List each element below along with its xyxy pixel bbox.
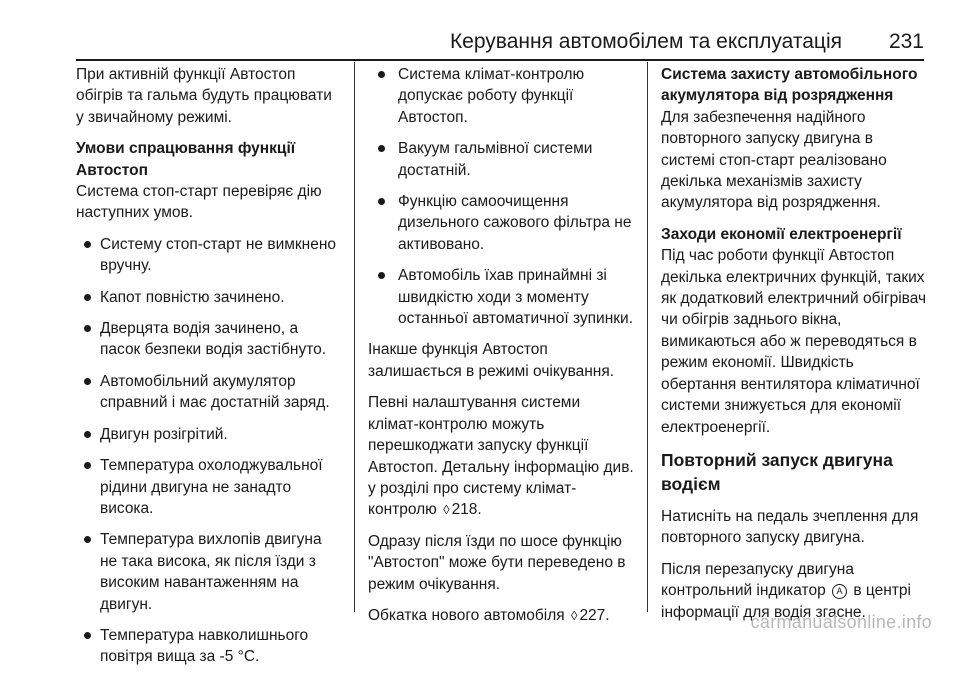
- indicator-text-before: Після перезапуску двигуна контрольний індикатор: [661, 560, 854, 600]
- list-item: Автомобіль їхав принаймні зі швидкістю ходи з моменту останньої автоматичної зупинки.: [368, 265, 634, 329]
- reference-arrow-icon: ◊: [443, 502, 450, 518]
- list-item: Система клімат-контролю допускає роботу функції Автостоп.: [368, 64, 634, 128]
- restart-heading: Повторний запуск двигуна водієм: [661, 449, 893, 494]
- break-in-text: Обкатка нового автомобіля: [368, 606, 565, 624]
- conditions-lead: Система стоп-старт перевіряє дію наступних умов.: [76, 183, 322, 222]
- conditions-list: [76, 234, 342, 668]
- column-left: [76, 64, 342, 678]
- list-item: Систему стоп-старт не вимкнено вручну.: [76, 234, 342, 277]
- indicator-text-after: в центрі інформації для водія згасне.: [661, 582, 911, 621]
- autostop-indicator-icon: A: [832, 584, 847, 599]
- climate-paragraph: [368, 392, 634, 520]
- page-header: [76, 28, 924, 56]
- watermark: carmanualsonline.info: [750, 612, 932, 632]
- list-item: Капот повністю зачинено.: [76, 287, 342, 308]
- page-reference-link[interactable]: 227.: [579, 606, 610, 624]
- column-divider: [647, 62, 648, 612]
- conditions-heading: Умови спрацювання функції Автостоп: [76, 140, 296, 179]
- list-item: Вакуум гальмівної системи достатній.: [368, 138, 634, 181]
- energy-saving-paragraph: Під час роботи функції Автостоп декілька електричних функцій, таких як додатковий електричний обігрівач чи обігрів заднього вікна, вимикаються або ж переводяться в режим економії. Швидкість обертання вентилятора кліматичної системи знижується для економії електроенергії.: [661, 247, 927, 436]
- list-item: Температура охолоджувальної рідини двигуна не занадто висока.: [76, 455, 342, 519]
- restart-paragraph: Натисніть на педаль зчеплення для повторного запуску двигуна.: [661, 507, 919, 547]
- list-item: Функцію самоочищення дизельного сажового фільтра не активовано.: [368, 191, 634, 255]
- list-item: Дверцята водія зачинено, а пасок безпеки водія застібнуто.: [76, 318, 342, 361]
- energy-saving-heading: Заходи економії електроенергії: [661, 225, 902, 243]
- battery-protection-heading: Система захисту автомобільного акумулятора від розрядження: [661, 66, 918, 105]
- battery-protection-paragraph: Для забезпечення надійного повторного запуску двигуна в системі стоп-старт реалізовано декілька механізмів захисту акумулятора від розрядження.: [661, 108, 887, 212]
- reference-arrow-icon: ◊: [571, 607, 578, 623]
- standby-paragraph: Інакше функція Автостоп залишається в режимі очікування.: [368, 341, 615, 380]
- list-item: Температура вихлопів двигуна не така висока, як після їзди з високим навантаженням на двигун.: [76, 529, 342, 615]
- conditions-list-continued: [368, 64, 634, 329]
- list-item: Автомобільний акумулятор справний і має достатній заряд.: [76, 371, 342, 414]
- page-reference-link[interactable]: 218.: [451, 501, 482, 519]
- list-item: Двигун розігрітий.: [76, 424, 342, 445]
- column-divider: [354, 62, 355, 612]
- climate-text: Певні налаштування системи клімат-контролю можуть перешкоджати запуску функції Автостоп. Детальну інформацію див. у розділі про систему клімат-контролю: [368, 394, 634, 519]
- break-in-paragraph: [368, 605, 634, 626]
- highway-paragraph: Одразу після їзди по шосе функцію "Автостоп" може бути переведено в режим очікування.: [368, 532, 626, 593]
- column-right: [661, 64, 929, 633]
- intro-paragraph: При активній функції Автостоп обігрів та гальма будуть працювати у звичайному режимі.: [76, 66, 332, 126]
- list-item: Температура навколишнього повітря вища за -5 °C.: [76, 625, 342, 668]
- column-middle: [368, 64, 634, 636]
- header-rule: [76, 59, 924, 61]
- section-title: Керування автомобілем та експлуатація: [449, 30, 842, 53]
- page-number: 231: [888, 30, 924, 53]
